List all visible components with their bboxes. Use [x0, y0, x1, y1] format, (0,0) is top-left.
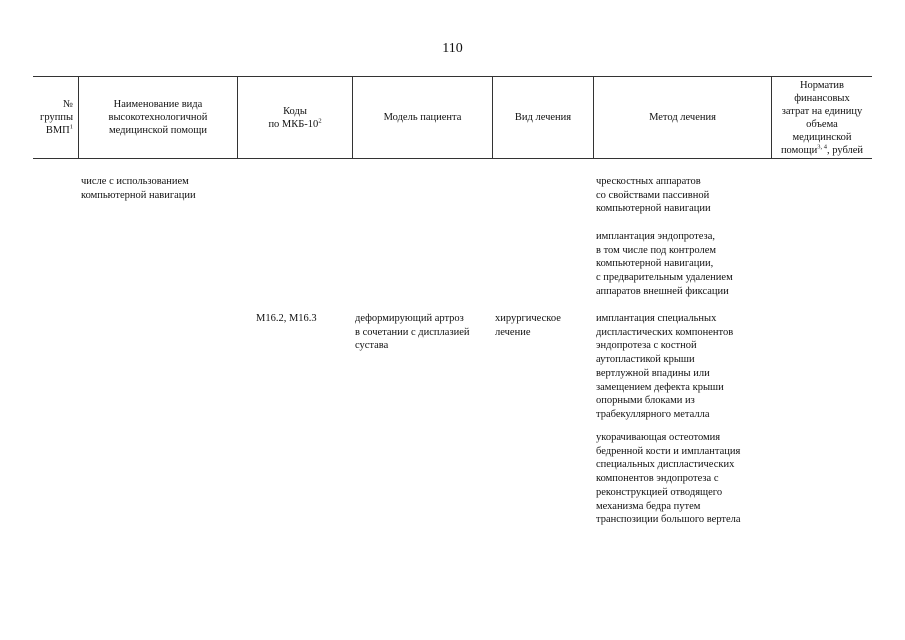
text-line: укорачивающая остеотомия — [596, 432, 721, 443]
header-line: Метод лечения — [649, 112, 716, 123]
text-line: числе с использованием — [81, 176, 189, 187]
header-text: , рублей — [826, 144, 864, 156]
header-line: Вид лечения — [514, 112, 572, 123]
method-cell-3 — [596, 312, 733, 422]
text-line: аутопластикой крыши — [596, 354, 695, 366]
text-line: компьютерной навигации — [81, 189, 196, 201]
header-line: медицинской помощи — [109, 125, 207, 136]
text-line: аппаратов внешней фиксации — [596, 285, 729, 297]
icd-codes-cell — [256, 312, 317, 326]
text-line: компьютерной навигации — [596, 203, 711, 215]
vmp-name-continuation — [81, 175, 196, 202]
patient-model-cell — [355, 312, 470, 353]
footnote-marker: 3, 4 — [817, 143, 827, 150]
text-line: имплантация специальных — [596, 313, 717, 324]
text-line: в сочетании с дисплазией — [355, 326, 470, 338]
header-line: Наименование вида — [113, 99, 203, 110]
method-cell-4 — [596, 431, 741, 527]
text-line: M16.2, M16.3 — [256, 313, 317, 324]
header-patient-model — [353, 77, 492, 158]
text-line: опорными блоками из — [596, 395, 695, 407]
header-treatment-method — [594, 77, 771, 158]
text-line: сустава — [355, 340, 389, 352]
method-continuation-1 — [596, 175, 711, 216]
table-header-bottom-rule — [33, 158, 872, 159]
header-line: № — [62, 99, 73, 110]
header-line — [781, 144, 863, 157]
text-line: транспозиции большого вертела — [596, 514, 741, 526]
text-line: трабекуллярного металла — [596, 408, 710, 420]
header-group-number — [33, 77, 78, 158]
method-continuation-2 — [596, 230, 733, 299]
text-line: диспластических компонентов — [596, 326, 734, 338]
header-line: Норматив — [799, 79, 845, 91]
text-line: лечение — [495, 326, 531, 338]
text-line: замещением дефекта крыши — [596, 381, 724, 393]
text-line: хирургическое — [495, 313, 561, 324]
header-line — [268, 118, 321, 131]
text-line: бедренной кости и имплантация — [596, 445, 741, 457]
text-line: эндопротеза с костной — [596, 340, 697, 352]
footnote-marker: 2 — [318, 117, 322, 124]
text-line: в том числе под контролем — [596, 244, 717, 256]
text-line: компонентов эндопротеза с — [596, 473, 719, 485]
header-line: медицинской — [792, 131, 852, 143]
header-line: затрат на единицу — [781, 105, 863, 117]
text-line: вертлужной впадины или — [596, 367, 710, 379]
text-line: компьютерной навигации, — [596, 258, 714, 270]
header-line: финансовых — [794, 92, 850, 104]
header-text: по МКБ-10 — [268, 118, 319, 130]
header-line: Коды — [283, 105, 307, 117]
text-line: имплантация эндопротеза, — [596, 231, 715, 242]
text-line: с предварительным удалением — [596, 272, 733, 284]
text-line: чрескостных аппаратов — [596, 176, 701, 187]
header-cost-norm — [772, 77, 872, 158]
page-number: 110 — [442, 41, 463, 56]
header-text: ВМП — [45, 125, 70, 136]
treatment-type-cell — [495, 312, 561, 339]
header-treatment-type — [493, 77, 593, 158]
header-icd-codes — [238, 77, 352, 158]
text-line: реконструкцией отводящего — [596, 486, 723, 498]
header-line: высокотехнологичной — [108, 112, 208, 123]
footnote-marker: 1 — [69, 123, 73, 131]
header-text: помощи — [780, 144, 818, 156]
header-line: группы — [40, 112, 73, 123]
header-vmp-name — [79, 77, 237, 158]
header-line: Модель пациента — [383, 112, 462, 123]
text-line: специальных диспластических — [596, 459, 735, 471]
header-line — [40, 124, 73, 137]
text-line: деформирующий артроз — [355, 313, 464, 324]
text-line: механизма бедра путем — [596, 500, 701, 512]
header-line: объема — [806, 118, 838, 130]
text-line: со свойствами пассивной — [596, 189, 710, 201]
